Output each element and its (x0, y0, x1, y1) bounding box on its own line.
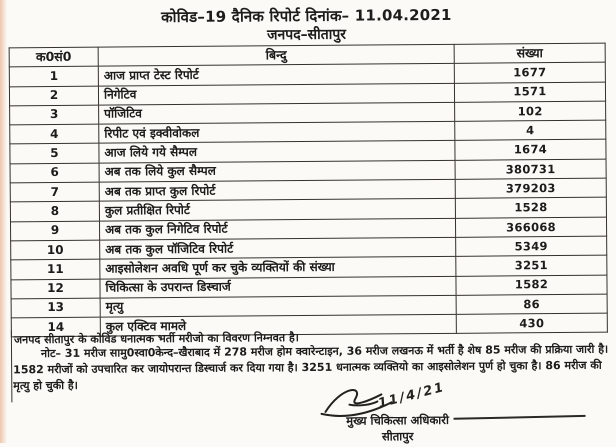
count-cell: 86 (456, 294, 607, 314)
count-cell: 1528 (455, 198, 606, 218)
covid-report-table (9, 43, 608, 338)
point-cell: अब तक प्राप्त कुल रिपोर्ट (99, 179, 455, 201)
serial-cell: 2 (9, 86, 98, 106)
header-serial: क0सं0 (9, 47, 98, 67)
serial-cell: 6 (10, 163, 99, 183)
point-cell: आइसोलेशन अवधि पूर्ण कर चुके व्यक्तियों की संख्या (100, 257, 456, 279)
point-cell: रिपीट एवं इक्वीवोकल (99, 122, 455, 144)
count-cell: 3251 (456, 255, 607, 275)
serial-cell: 8 (10, 202, 99, 222)
count-cell: 1571 (454, 82, 605, 102)
point-cell: आज लिये गये सैम्पल (99, 141, 455, 163)
header-point: बिन्दु (98, 44, 454, 66)
serial-cell: 14 (11, 317, 100, 337)
point-cell: आज प्राप्त टेस्ट रिपोर्ट (98, 64, 454, 86)
serial-cell: 7 (10, 182, 99, 202)
count-cell: 1582 (456, 275, 607, 295)
point-cell: अब तक लिये कुल सैम्पल (99, 160, 455, 182)
count-cell: 5349 (456, 236, 607, 256)
page-title: कोविड–19 दैनिक रिपोर्ट दिनांक– 11.04.2021 (161, 5, 452, 27)
count-cell: 1677 (454, 62, 605, 82)
scan-edge-tint (0, 0, 7, 443)
serial-cell: 11 (11, 259, 100, 279)
point-cell: निगेटिव (98, 83, 454, 105)
point-cell: कुल प्रतीक्षित रिपोर्ट (99, 199, 455, 221)
point-cell: अब तक कुल निगेटिव रिपोर्ट (99, 218, 455, 240)
serial-cell: 5 (10, 144, 99, 164)
count-cell: 380731 (455, 159, 606, 179)
header-count: संख्या (454, 43, 605, 63)
point-cell: पॉजिटिव (99, 102, 455, 124)
signatory-place: सीतापुर (381, 429, 414, 444)
note-text: नोट– 31 मरीज सामु0स्वा0केन्द–खैराबाद में 278 मरीज होम क्वारेन्टाइन, 36 मरीज लखनऊ में भर्ती है शेष 85 मरीज की प्रक्रिया जारी है। 1582 मरीजों को उपचारित कर जायोपरान्त डिस्चार्ज कर दिया गया है। 3251 धनात्मक व्यक्तियो का आइसोलेशन पुर्ण हो चुका है। 86 मरीज की मृत्यु हो चुकी है। (13, 342, 609, 393)
count-cell: 1674 (455, 140, 606, 160)
page-subtitle: जनपद–सीतापुर (267, 26, 347, 44)
count-cell: 4 (455, 120, 606, 140)
point-cell: चिकित्सा के उपरान्त डिस्चार्ज (100, 276, 456, 298)
serial-cell: 13 (11, 298, 100, 318)
signatory-title: मुख्य चिकित्सा अधिकारी (346, 412, 449, 428)
count-cell: 430 (456, 313, 607, 333)
point-cell: अब तक कुल पॉजिटिव रिपोर्ट (100, 237, 456, 259)
point-cell: मृत्यु (100, 295, 456, 317)
count-cell: 366068 (455, 217, 606, 237)
serial-cell: 3 (10, 105, 99, 125)
count-cell: 102 (455, 101, 606, 121)
point-cell: कुल एक्टिव मामले (100, 314, 456, 336)
serial-cell: 1 (9, 66, 98, 86)
serial-cell: 12 (11, 279, 100, 299)
count-cell: 379203 (455, 178, 606, 198)
serial-cell: 9 (10, 221, 99, 241)
summary-line: जनपद सीतापुर के कोविड धनात्मक भर्ती मरीजो का विवरण निम्नवत है। (13, 331, 299, 347)
serial-cell: 10 (11, 240, 100, 260)
serial-cell: 4 (10, 124, 99, 144)
signature-date: 11/4/21 (376, 379, 447, 412)
